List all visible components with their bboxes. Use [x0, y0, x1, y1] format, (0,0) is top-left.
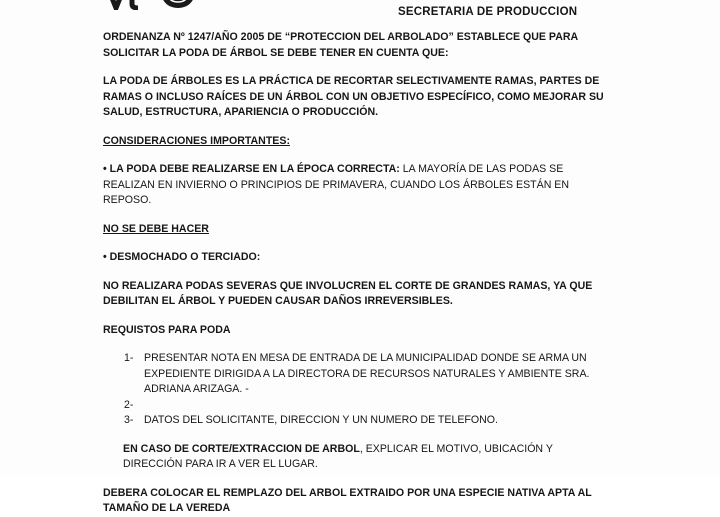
requirements-list: [103, 351, 615, 429]
list-item: 1- PRESENTAR NOTA EN MESA DE ENTRADA DE LA MUNICIPALIDAD DONDE SE ARMA UN EXPEDIENTE DIRIGIDA A LA DIRECTORA DE RECURSOS NATURALES Y AMBIENTE SRA. ADRIANA ARIZAGA. -: [124, 352, 590, 395]
pruning-definition: LA PODA DE ÁRBOLES ES LA PRÁCTICA DE RECORTAR SELECTIVAMENTE RAMAS, PARTES DE RAMAS O INCLUSO RAÍCES DE UN ÁRBOL CON UN OBJETIVO ESPECÍFICO, COMO MEJORAR SU SALUD, ESTRUCTURA, APARIENCIA O PRODUCCIÓN.: [103, 75, 604, 118]
considerations-heading: CONSIDERACIONES IMPORTANTES:: [103, 134, 290, 147]
dont-item: • DESMOCHADO O TERCIADO:: [103, 251, 261, 263]
removal-bold: EN CASO DE CORTE/EXTRACCION DE ARBOL: [123, 442, 360, 455]
dont-text: NO REALIZARA PODAS SEVERAS QUE INVOLUCREN EL CORTE DE GRANDES RAMAS, YA QUE DEBILITAN EL ÁRBOL Y PUEDEN CAUSAR DAÑOS IRREVERSIBLES.: [103, 279, 593, 307]
list-item: 3- DATOS DEL SOLICITANTE, DIRECCION Y UN NUMERO DE TELEFONO.: [124, 414, 498, 426]
municipal-logo: [106, 0, 198, 10]
consideration-bold: • LA PODA DEBE REALIZARSE EN LA ÉPOCA CORRECTA:: [103, 163, 400, 175]
dont-heading: NO SE DEBE HACER: [103, 222, 209, 235]
replacement-paragraph: DEBERA COLOCAR EL REMPLAZO DEL ARBOL EXTRAIDO POR UNA ESPECIE NATIVA APTA AL TAMAÑO DE LA VEREDA: [103, 486, 592, 514]
removal-text: , EXPLICAR EL MOTIVO, UBICACIÓN Y DIRECCIÓN PARA IR A VER EL LUGAR.: [123, 442, 553, 470]
ordinance-intro: ORDENANZA Nº 1247/AÑO 2005 DE “PROTECCION DEL ARBOLADO” ESTABLECE QUE PARA SOLICITAR LA PODA DE ÁRBOL SE DEBE TENER EN CUENTA QUE:: [103, 31, 578, 59]
document-body: [103, 30, 615, 517]
requirements-heading: REQUISTOS PARA PODA: [103, 323, 231, 336]
removal-paragraph: [103, 442, 615, 473]
list-item: 2-: [124, 398, 134, 411]
consideration-paragraph: [103, 162, 615, 209]
consideration-text: LA MAYORÍA DE LAS PODAS SE REALIZAN EN INVIERNO O PRINCIPIOS DE PRIMAVERA, CUANDO LOS ÁRBOLES ESTÁN EN REPOSO.: [103, 163, 570, 206]
department-title: SECRETARIA DE PRODUCCION: [398, 6, 578, 18]
